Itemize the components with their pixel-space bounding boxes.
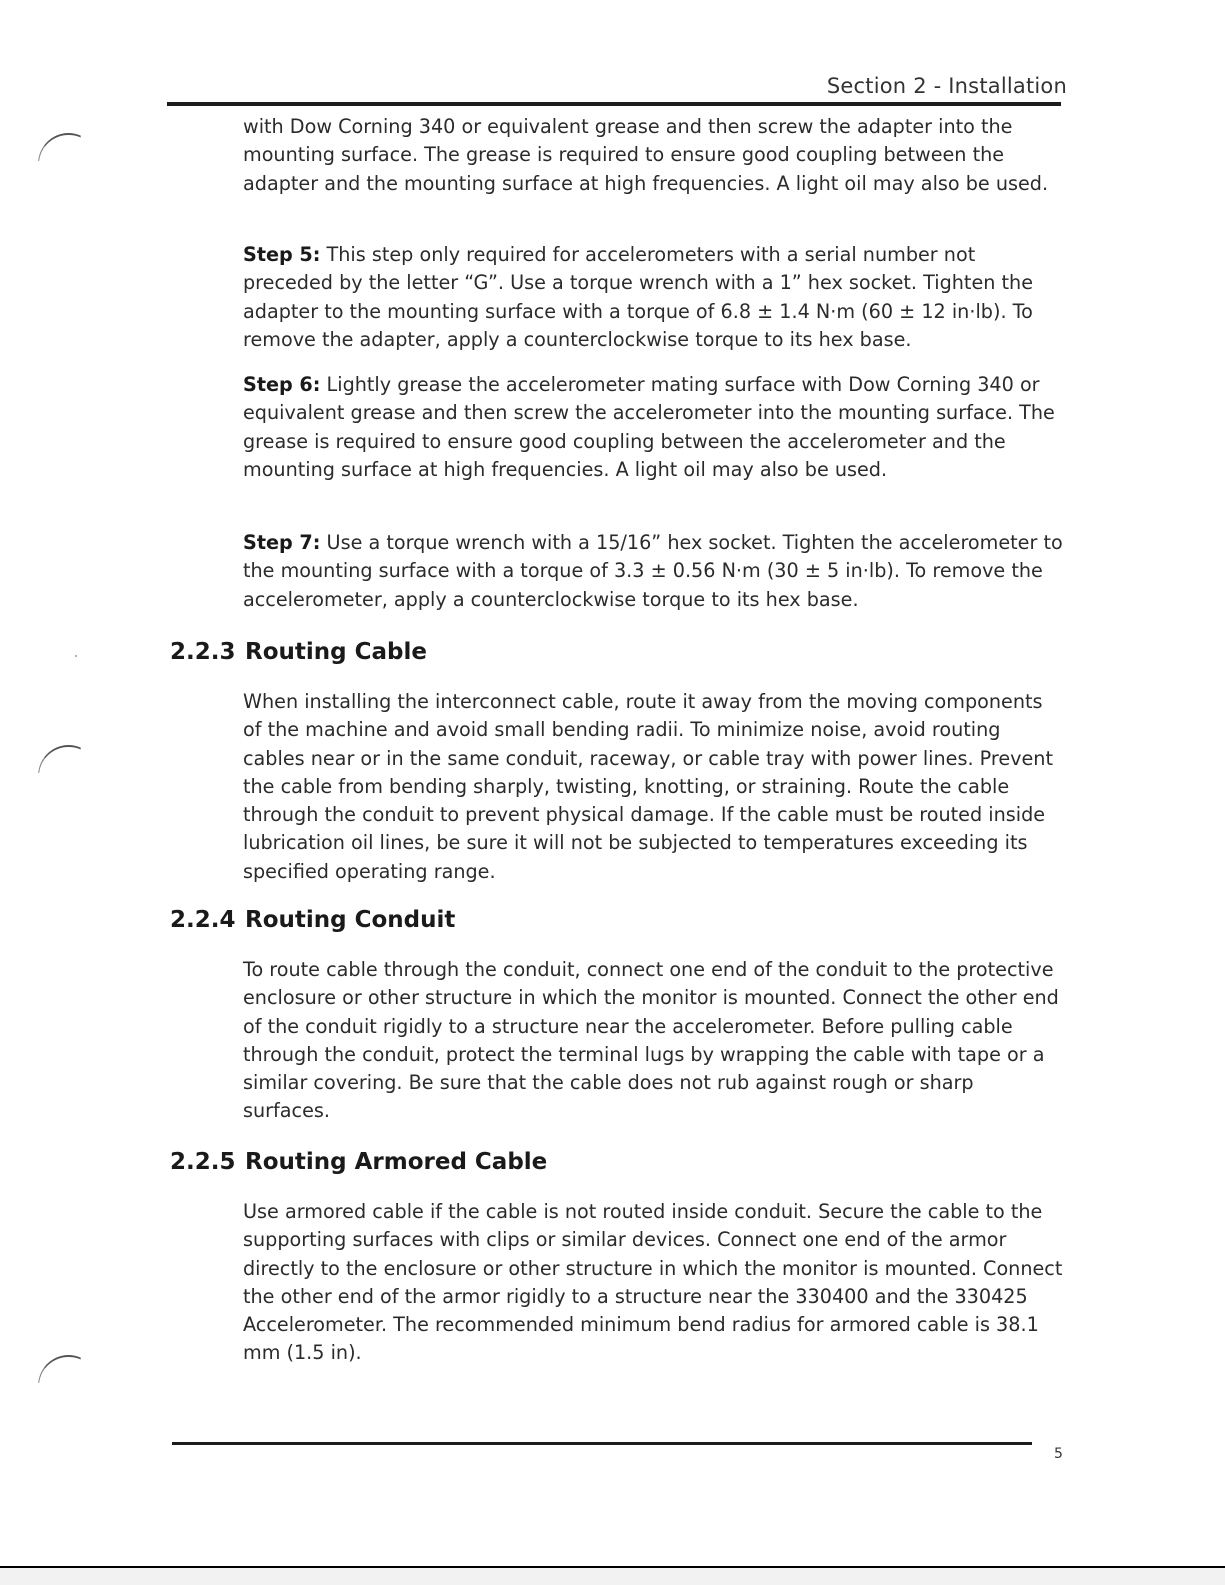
step-7-text: Use a torque wrench with a 15/16” hex socket. Tighten the accelerometer to the mounting surface with a torque of 3.3 ± 0.56 N·m (30 ± 5 in·lb). To remove the accelerometer, apply a counterclockwise torque to its hex base.	[243, 531, 1063, 611]
step-6-paragraph	[243, 371, 1065, 484]
section-number: 2.2.4	[170, 907, 236, 933]
header-rule	[167, 102, 1061, 106]
section-title: Routing Armored Cable	[245, 1149, 548, 1175]
step-7-label: Step 7:	[243, 531, 321, 554]
punch-hole-top	[38, 133, 99, 195]
page-number: 5	[1054, 1446, 1063, 1462]
scan-speck	[75, 655, 77, 657]
step-5-label: Step 5:	[243, 243, 321, 266]
scan-bottom-shade	[0, 1568, 1225, 1585]
routing-cable-paragraph: When installing the interconnect cable, route it away from the moving components of the machine and avoid small bending radii. To minimize noise, avoid routing cables near or in the same conduit, raceway, or cable tray with power lines. Prevent the cable from bending sharply, twisting, knotting, or straining. Route the cable through the conduit to prevent physical damage. If the cable must be routed inside lubrication oil lines, be sure it will not be subjected to temperatures exceeding its specified operating range.	[243, 690, 1053, 883]
section-header: Section 2 - Installation	[826, 74, 1067, 98]
routing-conduit-paragraph: To route cable through the conduit, connect one end of the conduit to the protective enclosure or other structure in which the monitor is mounted. Connect the other end of the conduit rigidly to a structure near the accelerometer. Before pulling cable through the conduit, protect the terminal lugs by wrapping the cable with tape or a similar covering. Be sure that the cable does not rub against rough or sharp surfaces.	[243, 958, 1059, 1123]
routing-armored-cable-paragraph: Use armored cable if the cable is not routed inside conduit. Secure the cable to the supporting surfaces with clips or similar devices. Connect one end of the armor directly to the enclosure or other structure in which the monitor is mounted. Connect the other end of the armor rigidly to a structure near the 330400 and the 330425 Accelerometer. The recommended minimum bend radius for armored cable is 38.1 mm (1.5 in).	[243, 1200, 1063, 1365]
intro-paragraph: with Dow Corning 340 or equivalent grease and then screw the adapter into the mounting surface. The grease is required to ensure good coupling between the adapter and the mounting surface at high frequencies. A light oil may also be used.	[243, 115, 1049, 195]
footer-rule	[172, 1442, 1032, 1445]
punch-hole-middle	[38, 745, 99, 807]
section-number: 2.2.3	[170, 639, 236, 665]
section-title: Routing Cable	[245, 639, 427, 665]
section-number: 2.2.5	[170, 1149, 236, 1175]
step-6-label: Step 6:	[243, 373, 321, 396]
section-heading-routing-conduit	[170, 907, 455, 933]
step-5-paragraph	[243, 241, 1065, 354]
punch-hole-bottom	[38, 1355, 99, 1417]
step-7-paragraph	[243, 529, 1065, 614]
step-6-text: Lightly grease the accelerometer mating surface with Dow Corning 340 or equivalent grease and then screw the accelerometer into the mounting surface. The grease is required to ensure good coupling between the accelerometer and the mounting surface at high frequencies. A light oil may also be used.	[243, 373, 1055, 481]
step-5-text: This step only required for accelerometers with a serial number not preceded by the letter “G”. Use a torque wrench with a 1” hex socket. Tighten the adapter to the mounting surface with a torque of 6.8 ± 1.4 N·m (60 ± 12 in·lb). To remove the adapter, apply a counterclockwise torque to its hex base.	[243, 243, 1034, 351]
section-title: Routing Conduit	[245, 907, 456, 933]
section-heading-routing-armored-cable	[170, 1149, 547, 1175]
section-heading-routing-cable	[170, 639, 427, 665]
